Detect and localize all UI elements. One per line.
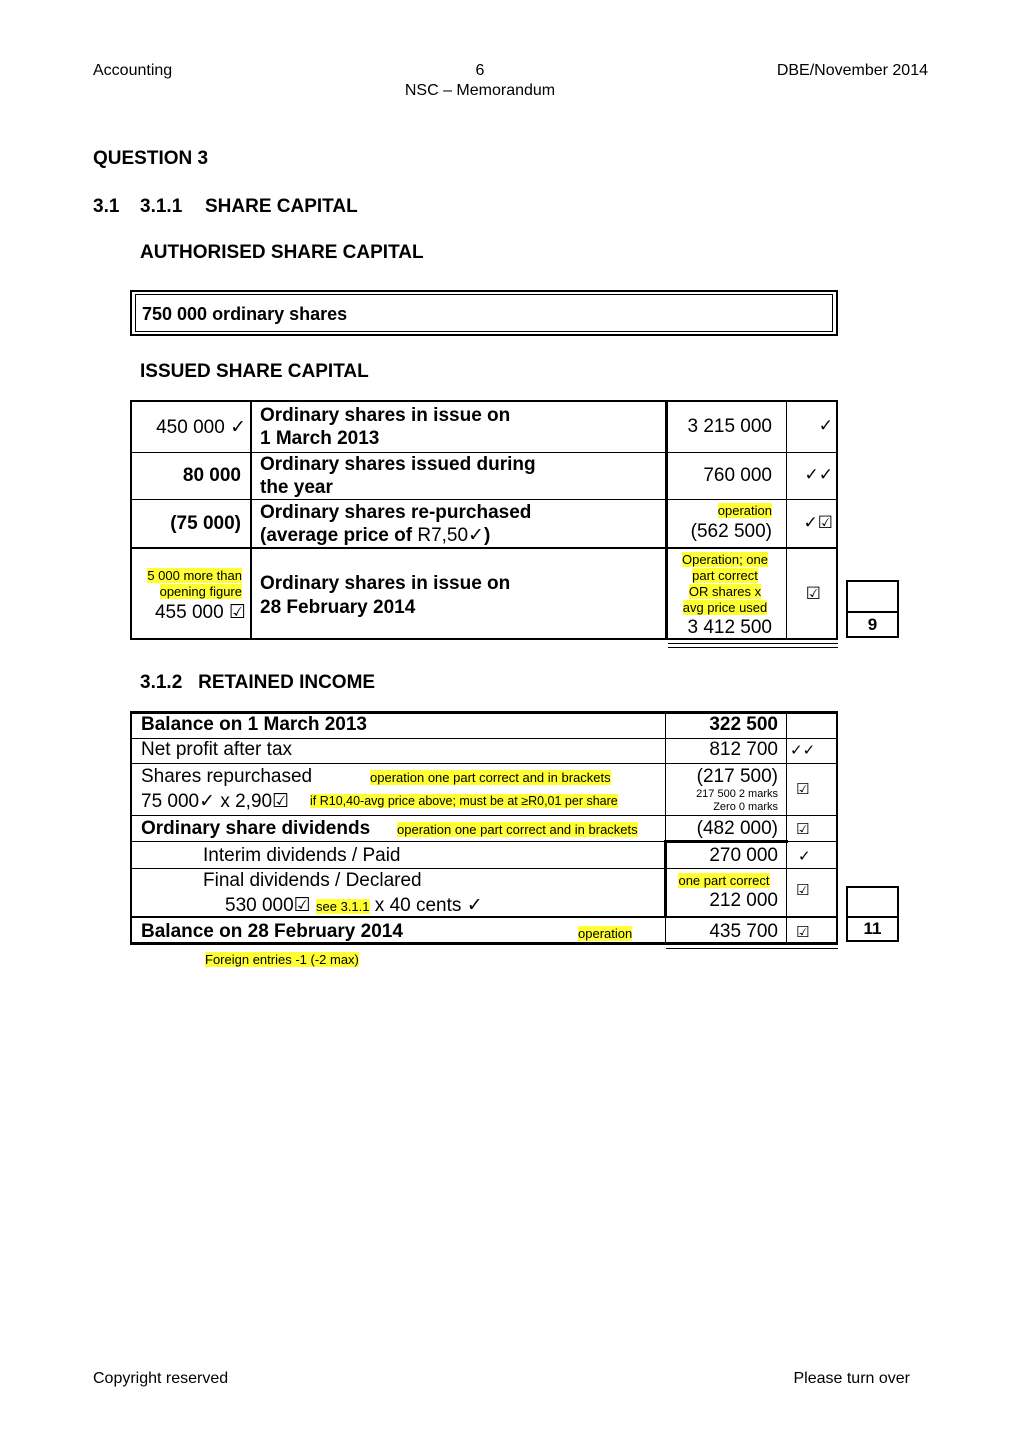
issued-row-3-note: operation (717, 503, 772, 518)
checkbox-tick-icon: ☑ (805, 584, 821, 604)
issued-row-3-desc: Ordinary shares re-purchased (average price of R7,50✓) (260, 502, 532, 546)
retained-row-4-label: Ordinary share dividends (141, 818, 371, 839)
tick-icon: ✓☑ (803, 513, 833, 533)
issued-title: ISSUED SHARE CAPITAL (140, 361, 369, 382)
turn-over-label: Please turn over (793, 1370, 910, 1387)
issued-row-1-desc: Ordinary shares in issue on 1 March 2013 (260, 405, 511, 449)
issued-row-4-shares: 455 000 ☑ (154, 601, 246, 623)
retained-row-6-note: one part correct (678, 873, 770, 888)
retained-row-3-amount: (217 500) (696, 766, 778, 787)
retained-row-2-label: Net profit after tax (141, 739, 293, 760)
issued-total-amount: 3 412 500 (687, 617, 772, 638)
authorised-title: AUTHORISED SHARE CAPITAL (140, 242, 424, 263)
retained-title: 3.1.2 RETAINED INCOME (140, 672, 376, 693)
checkbox-tick-icon: ☑ (272, 790, 290, 812)
retained-row-3-subnote: 217 500 2 marks Zero 0 marks (696, 788, 778, 813)
marks-box (846, 886, 899, 942)
retained-row-7-note: operation (578, 926, 633, 941)
retained-row-4-amount: (482 000) (696, 818, 778, 839)
retained-row-3-note: if R10,40-avg price above; must be at ≥R0,01 per share (310, 794, 618, 808)
page-number: 6 (475, 62, 485, 79)
tick-icon: ✓✓ (804, 465, 833, 485)
retained-row-2-amount: 812 700 (709, 739, 778, 760)
issued-row-3-shares: (75 000) (170, 513, 241, 534)
issued-row-2-amount: 760 000 (703, 465, 772, 486)
retained-row-7-label: Balance on 28 February 2014 (141, 921, 403, 942)
retained-row-6-amount: 212 000 (709, 890, 778, 911)
retained-row-3-label: Shares repurchased (141, 766, 313, 787)
issued-row-4-note: Operation; one part correct OR shares x avg price used (681, 552, 768, 615)
subsection-number: 3.1.1 (140, 196, 183, 217)
copyright-label: Copyright reserved (93, 1370, 229, 1387)
issued-row-2-desc: Ordinary shares issued during the year (260, 454, 536, 498)
retained-row-6-calc: 530 000☑ see 3.1.1 x 40 cents ✓ (225, 894, 483, 916)
tick-icon: ✓ (468, 524, 484, 546)
issued-row-1-shares: 450 000 ✓ (156, 416, 246, 438)
retained-row-3-note: operation one part correct and in brackets (370, 770, 611, 785)
marks-total: 11 (863, 919, 882, 938)
retained-row-4-note: operation one part correct and in brackets (397, 822, 638, 837)
marks-total: 9 (867, 615, 878, 634)
checkbox-tick-icon: ☑ (796, 780, 810, 798)
tick-icon: ✓ (798, 847, 811, 865)
checkbox-tick-icon: ☑ (796, 881, 810, 899)
subject-label: Accounting (93, 62, 173, 79)
retained-row-3-calc: 75 000✓ x 2,90☑ (141, 790, 290, 812)
memo-subtitle: NSC – Memorandum (404, 82, 556, 99)
retained-row-1-label: Balance on 1 March 2013 (141, 714, 367, 735)
retained-row-5-label: Interim dividends / Paid (203, 845, 401, 866)
issued-row-1-amount: 3 215 000 (687, 416, 772, 437)
authorised-text: 750 000 ordinary shares (142, 304, 348, 324)
retained-row-6-label: Final dividends / Declared (203, 870, 422, 891)
tick-icon: ✓ (818, 416, 833, 436)
checkbox-tick-icon: ☑ (796, 923, 810, 941)
exam-date: DBE/November 2014 (776, 62, 928, 79)
checkbox-tick-icon: ☑ (228, 601, 246, 623)
checkbox-tick-icon: ☑ (796, 820, 810, 838)
issued-row-3-amount: (562 500) (690, 521, 772, 542)
checkbox-tick-icon: ☑ (293, 894, 311, 916)
retained-row-7-amount: 435 700 (709, 921, 778, 942)
tick-icon: ✓ (230, 416, 246, 438)
section-number: 3.1 (93, 196, 120, 217)
foreign-entries-note: Foreign entries -1 (-2 max) (205, 952, 359, 967)
tick-icon: ✓✓ (790, 741, 816, 759)
retained-row-1-amount: 322 500 (709, 714, 778, 735)
issued-row-2-shares: 80 000 (182, 465, 241, 486)
authorised-box (130, 290, 838, 336)
issued-row-4-desc: Ordinary shares in issue on 28 February 2014 (260, 573, 511, 618)
section-title: SHARE CAPITAL (205, 196, 358, 217)
retained-row-5-amount: 270 000 (709, 845, 778, 866)
marks-box (846, 580, 899, 638)
tick-icon: ✓ (199, 790, 216, 812)
issued-row-4-note: 5 000 more than opening figure (147, 568, 242, 599)
tick-icon: ✓ (466, 894, 483, 916)
question-title: QUESTION 3 (93, 148, 209, 169)
